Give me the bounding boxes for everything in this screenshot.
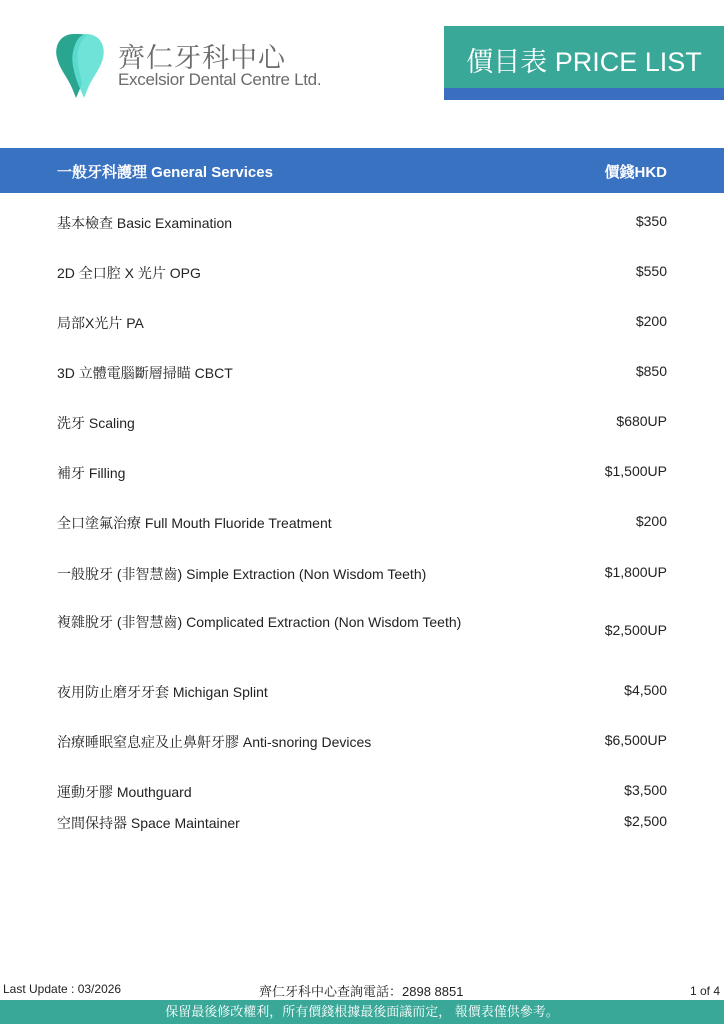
title-accent-bar <box>444 88 724 100</box>
service-price: $680UP <box>616 413 667 429</box>
service-price: $6,500UP <box>604 732 667 748</box>
page-title: 價目表 PRICE LIST <box>466 47 702 77</box>
service-price: $850 <box>635 363 667 379</box>
service-price: $2,500 <box>624 813 667 829</box>
page-indicator: 1 of 4 <box>689 984 720 998</box>
service-price: $200 <box>635 313 667 329</box>
service-name: 運動牙膠 Mouthguard <box>57 784 192 800</box>
price-column-header: 價錢HKD <box>604 164 667 181</box>
service-price: $2,500UP <box>604 622 667 638</box>
service-name: 治療睡眠窒息症及止鼻鼾牙膠 Anti-snoring Devices <box>57 734 372 750</box>
service-price: $350 <box>635 213 667 229</box>
service-name: 基本檢查 Basic Examination <box>57 215 233 231</box>
contact-phone: 齊仁牙科中心查詢電話：2898 8851 <box>259 984 464 999</box>
service-name: 局部X光片 PA <box>57 315 144 331</box>
service-name: 3D 立體電腦斷層掃瞄 CBCT <box>57 365 233 381</box>
service-name: 空間保持器 Space Maintainer <box>57 815 240 831</box>
service-name: 洗牙 Scaling <box>57 415 135 431</box>
service-name: 複雜脫牙 (非智慧齒) Complicated Extraction (Non Wisdom Teeth) <box>57 614 462 630</box>
section-title: 一般牙科護理 General Services <box>57 164 273 181</box>
service-price: $1,500UP <box>604 463 667 479</box>
service-name: 一般脫牙 (非智慧齒) Simple Extraction (Non Wisdom Teeth) <box>57 566 427 582</box>
service-name: 全口塗氟治療 Full Mouth Fluoride Treatment <box>57 515 332 531</box>
price-list-title-box <box>444 26 724 88</box>
service-price: $4,500 <box>624 682 667 698</box>
brand-name-en: Excelsior Dental Centre Ltd. <box>118 70 322 89</box>
section-header <box>0 148 724 193</box>
service-price: $550 <box>635 263 667 279</box>
service-price: $1,800UP <box>604 564 667 580</box>
service-name: 2D 全口腔 X 光片 OPG <box>57 265 201 281</box>
last-update: Last Update : 03/2026 <box>3 982 122 996</box>
tooth-logo-icon <box>54 32 106 98</box>
disclaimer-bar: 保留最後修改權利，所有價錢根據最後面議而定， 報價表僅供參考。 <box>0 1000 724 1024</box>
service-name: 夜用防止磨牙牙套 Michigan Splint <box>57 684 268 700</box>
service-name: 補牙 Filling <box>57 465 126 481</box>
service-price: $3,500 <box>624 782 667 798</box>
brand-name-cn: 齊仁牙科中心 <box>118 43 286 74</box>
service-price: $200 <box>635 513 667 529</box>
